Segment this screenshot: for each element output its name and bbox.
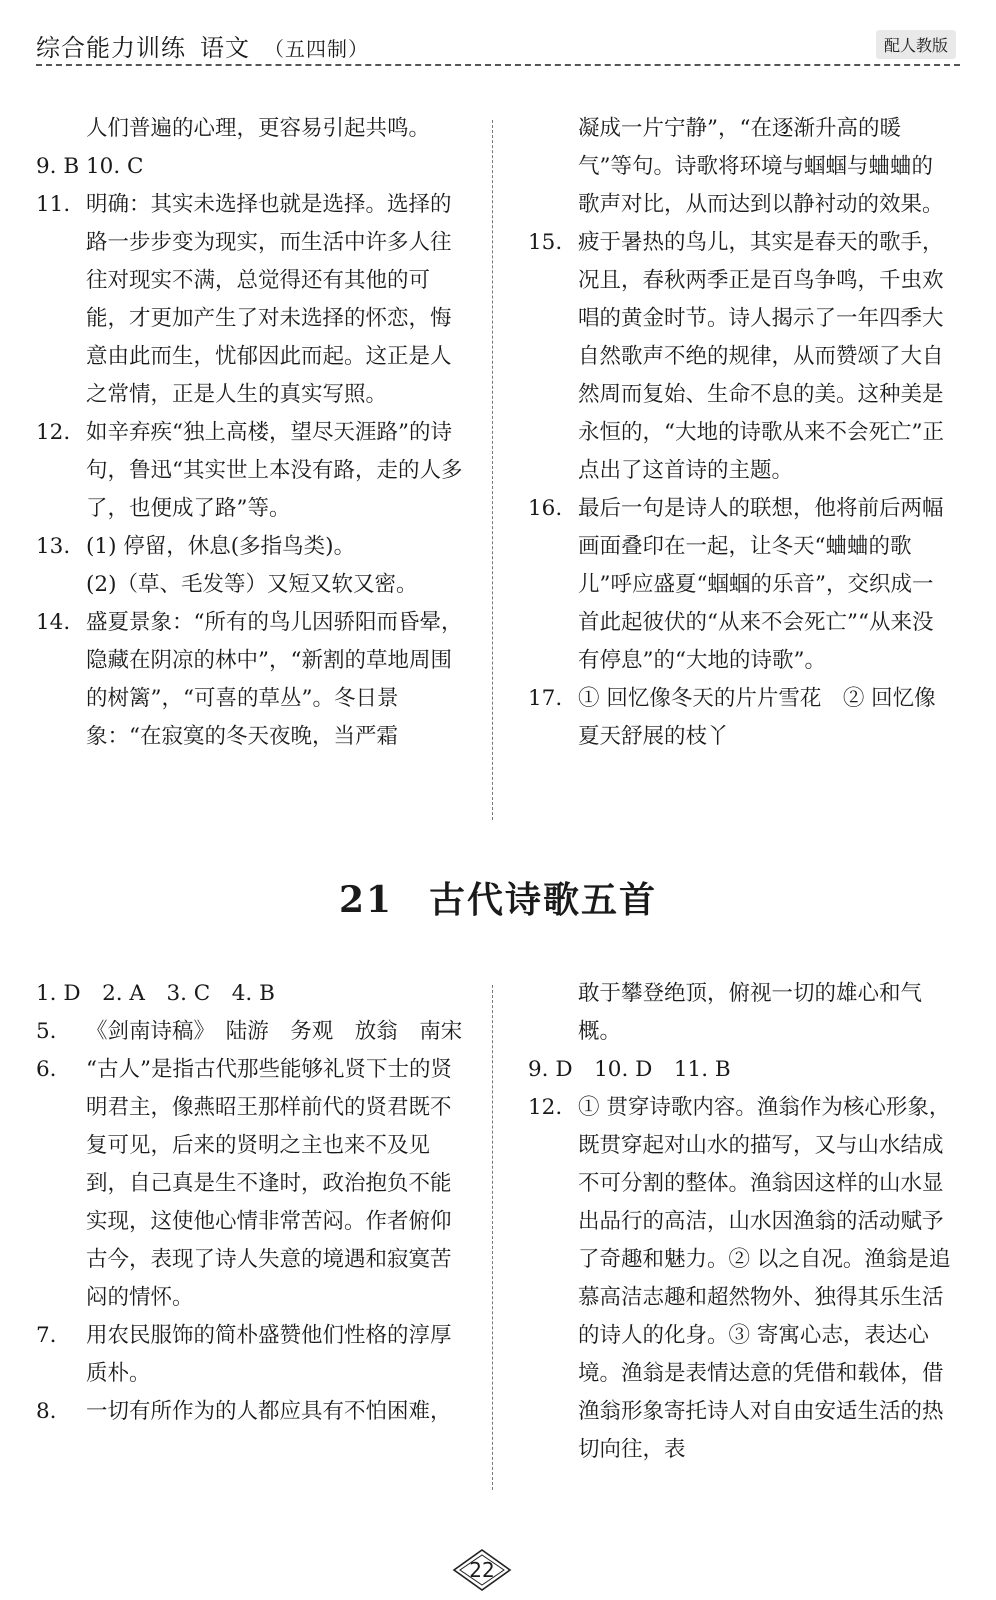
answer-text: 用农民服饰的简朴盛赞他们性格的淳厚质朴。 bbox=[86, 1323, 452, 1386]
subject-label: 语文 bbox=[200, 34, 250, 62]
section-number: 21 bbox=[338, 879, 394, 921]
answers-bottom-left bbox=[36, 975, 466, 1431]
answer-number: 14. bbox=[36, 610, 71, 635]
answer-item bbox=[528, 1089, 954, 1469]
answer-text: ① 回忆像冬天的片片雪花 ② 回忆像夏天舒展的枝丫 bbox=[578, 686, 936, 749]
answer-item bbox=[528, 1051, 954, 1089]
answers-top-right bbox=[528, 110, 954, 756]
answers-bottom-right bbox=[528, 975, 954, 1469]
answer-item bbox=[528, 975, 954, 1051]
answer-number: 5. bbox=[36, 1019, 57, 1044]
answer-number: 12. bbox=[36, 420, 71, 445]
answer-item bbox=[528, 680, 954, 756]
section-name: 古代诗歌五首 bbox=[429, 879, 658, 921]
answer-text: ① 贯穿诗歌内容。渔翁作为核心形象，既贯穿起对山水的描写，又与山水结成不可分割的整体。渔翁因这样的山水显出品行的高洁，山水因渔翁的活动赋予了奇趣和魅力。② 以之自况。渔翁是追慕高洁志趣和超然物外、独得其乐生活的诗人的化身。③ 寄寓心志，表达心境。渔翁是表情达意的凭借和载体，借渔翁形象寄托诗人对自由安适生活的热切向往，表 bbox=[578, 1095, 951, 1462]
edition-badge: 配人教版 bbox=[876, 30, 956, 59]
answer-item bbox=[36, 1393, 466, 1431]
answer-text: 最后一句是诗人的联想，他将前后两幅画面叠印在一起，让冬天“蛐蛐的歌儿”呼应盛夏“蝈蝈的乐音”，交织成一首此起彼伏的“从来不会死亡”“从来没有停息”的“大地的诗歌”。 bbox=[578, 496, 944, 673]
answer-item bbox=[528, 490, 954, 680]
answer-number: 15. bbox=[528, 230, 563, 255]
header-title bbox=[36, 28, 369, 63]
answer-text: 9. D 10. D 11. B bbox=[528, 1057, 731, 1082]
section-title bbox=[0, 872, 996, 923]
answer-text: 疲于暑热的鸟儿，其实是春天的歌手，况且，春秋两季正是百鸟争鸣，千虫欢唱的黄金时节。诗人揭示了一年四季大自然歌声不绝的规律，从而赞颂了大自然周而复始、生命不息的美。这种美是永恒的，“大地的诗歌从来不会死亡”正点出了这首诗的主题。 bbox=[578, 230, 944, 483]
answer-number: 11. bbox=[36, 192, 71, 217]
answer-number: 17. bbox=[528, 686, 563, 711]
answer-item bbox=[36, 566, 466, 604]
answer-text: 10. C bbox=[86, 154, 144, 179]
answer-text: 一切有所作为的人都应具有不怕困难， bbox=[86, 1399, 452, 1424]
answer-text: 1. D 2. A 3. C 4. B bbox=[36, 981, 275, 1006]
book-title: 综合能力训练 bbox=[36, 34, 186, 62]
answer-item bbox=[528, 110, 954, 224]
answer-item bbox=[36, 186, 466, 414]
answer-item bbox=[36, 414, 466, 528]
answer-text: (1) 停留，休息(多指鸟类)。 bbox=[86, 534, 356, 559]
answer-item bbox=[36, 1051, 466, 1317]
answer-item bbox=[36, 1317, 466, 1393]
answer-item bbox=[36, 528, 466, 566]
answer-number: 6. bbox=[36, 1057, 57, 1082]
answer-item bbox=[36, 975, 466, 1013]
edition-label: （五四制） bbox=[264, 37, 369, 61]
answer-number: 9. B bbox=[36, 154, 80, 179]
answer-text: “古人”是指古代那些能够礼贤下士的贤明君主，像燕昭王那样前代的贤君既不复可见，后来的贤明之主也来不及见到，自己真是生不逢时，政治抱负不能实现，这使他心情非常苦闷。作者俯仰古今，表现了诗人失意的境遇和寂寞苦闷的情怀。 bbox=[86, 1057, 452, 1310]
answers-top-left bbox=[36, 110, 466, 756]
column-divider-bottom bbox=[492, 985, 493, 1490]
answer-text: 如辛弃疾“独上高楼，望尽天涯路”的诗句，鲁迅“其实世上本没有路，走的人多了，也便成了路”等。 bbox=[86, 420, 463, 521]
answer-item bbox=[36, 110, 466, 148]
answer-text: 明确：其实未选择也就是选择。选择的路一步步变为现实，而生活中许多人往往对现实不满，总觉得还有其他的可能，才更加产生了对未选择的怀恋，悔意由此而生，忧郁因此而起。这正是人之常情，正是人生的真实写照。 bbox=[86, 192, 452, 407]
page-header bbox=[36, 26, 960, 60]
column-divider-top bbox=[492, 120, 493, 820]
answer-number: 13. bbox=[36, 534, 71, 559]
answer-number: 12. bbox=[528, 1095, 563, 1120]
answer-item bbox=[36, 1013, 466, 1051]
answer-item bbox=[36, 148, 466, 186]
page-number: 22 bbox=[469, 1558, 495, 1582]
answer-text: (2)（草、毛发等）又短又软又密。 bbox=[86, 572, 418, 597]
answer-text: 敢于攀登绝顶，俯视一切的雄心和气概。 bbox=[578, 981, 923, 1044]
page-number-badge bbox=[452, 1548, 512, 1592]
answer-text: 《剑南诗稿》 陆游 务观 放翁 南宋 bbox=[86, 1019, 463, 1044]
header-divider bbox=[36, 64, 960, 66]
answer-number: 8. bbox=[36, 1399, 57, 1424]
answer-number: 16. bbox=[528, 496, 563, 521]
answer-item bbox=[528, 224, 954, 490]
answer-item bbox=[36, 604, 466, 756]
answer-text: 盛夏景象：“所有的鸟儿因骄阳而昏晕，隐藏在阴凉的林中”，“新割的草地周围的树篱”，“可喜的草丛”。冬日景象：“在寂寞的冬天夜晚，当严霜 bbox=[86, 610, 463, 749]
answer-text: 凝成一片宁静”，“在逐渐升高的暖气”等句。诗歌将环境与蝈蝈与蛐蛐的歌声对比，从而达到以静衬动的效果。 bbox=[578, 116, 944, 217]
answer-number: 7. bbox=[36, 1323, 57, 1348]
answer-text: 人们普遍的心理，更容易引起共鸣。 bbox=[86, 116, 431, 141]
